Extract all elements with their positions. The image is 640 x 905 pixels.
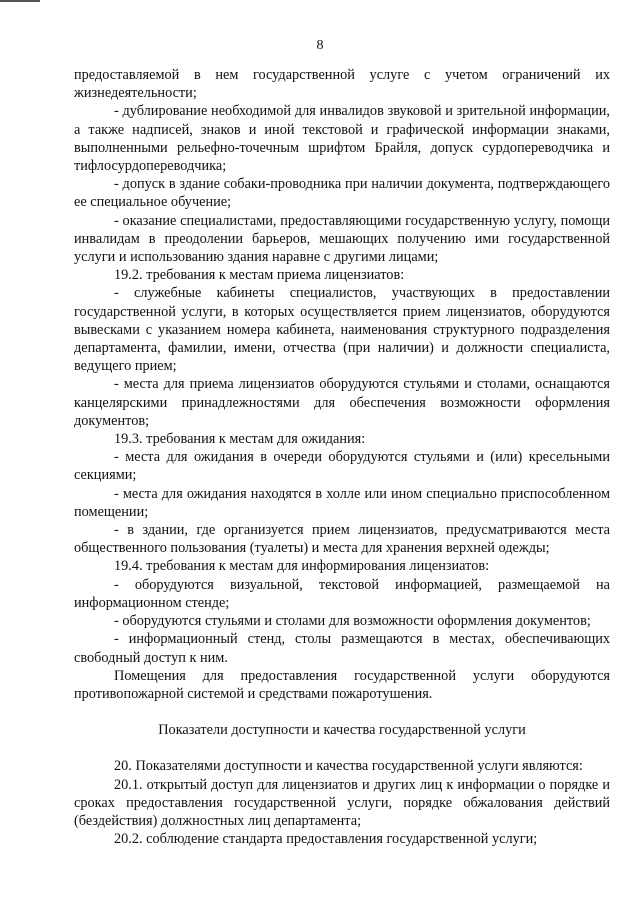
paragraph-fire-safety: Помещения для предоставления государственной услуги оборудуются противопожарной системой и средствами пожаротушения. (74, 667, 610, 702)
section-title: Показатели доступности и качества государственной услуги (158, 722, 526, 739)
list-item-free-access: - информационный стенд, столы размещаются в местах, обеспечивающих свободный доступ к ним. (74, 631, 610, 666)
paragraph-20-2: 20.2. соблюдение стандарта предоставления государственной услуги; (114, 831, 538, 848)
paragraph-continuation: предоставляемой в нем государственной услуге с учетом ограничений их жизнедеятельности; (74, 67, 610, 102)
list-item-duplication: - дублирование необходимой для инвалидов звуковой и зрительной информации, а также надписей, знаков и иной текстовой и графической информации знаками, выполненными рельефно-точечным шрифтом Брайля, допуск сурдопереводчика и тифлосурдопереводчика; (74, 103, 610, 175)
section-heading-19-3: 19.3. требования к местам для ожидания: (114, 431, 366, 448)
list-item-guide-dog: - допуск в здание собаки-проводника при наличии документа, подтверждающего ее специальное обучение; (74, 176, 610, 211)
list-item-offices: - служебные кабинеты специалистов, участвующих в предоставлении государственной услуги, в которых осуществляется прием лицензиатов, оборудуются вывесками с указанием номера кабинета, наименования структурного подразделения департамента, фамилии, имени, отчества (при наличии) и должности специалиста, ведущего прием; (74, 285, 610, 375)
section-heading-19-4: 19.4. требования к местам для информирования лицензиатов: (114, 558, 490, 575)
list-item-info-stand: - оборудуются визуальной, текстовой информацией, размещаемой на информационном стенде; (74, 576, 610, 611)
page-number: 8 (316, 38, 324, 53)
list-item-waiting-chairs: - места для ожидания в очереди оборудуются стульями и (или) кресельными секциями; (74, 449, 610, 484)
scan-edge-mark (0, 0, 40, 2)
paragraph-20: 20. Показателями доступности и качества государственной услуги являются: (114, 758, 583, 775)
document-body (74, 66, 610, 848)
section-heading-19-2: 19.2. требования к местам приема лицензиатов: (114, 267, 405, 284)
list-item-public-facilities: - в здании, где организуется прием лицензиатов, предусматриваются места общественного пользования (туалеты) и места для хранения верхней одежды; (74, 522, 610, 557)
section-gap (74, 739, 610, 757)
list-item-assistance: - оказание специалистами, предоставляющими государственную услугу, помощи инвалидам в преодолении барьеров, мешающих получению ими государственной услуги и использованию здания наравне с другими лицами; (74, 212, 610, 266)
list-item-reception-places: - места для приема лицензиатов оборудуются стульями и столами, оснащаются канцелярскими принадлежностями для обеспечения возможности оформления документов; (74, 376, 610, 429)
section-gap (74, 703, 610, 721)
paragraph-20-1: 20.1. открытый доступ для лицензиатов и других лиц к информации о порядке и сроках предоставления государственной услуги, порядке обжалования действий (бездействия) должностных лиц департамента; (74, 776, 610, 829)
list-item-waiting-hall: - места для ожидания находятся в холле или ином специально приспособленном помещении; (74, 485, 610, 520)
list-item-chairs-tables: - оборудуются стульями и столами для возможности оформления документов; (114, 613, 591, 630)
